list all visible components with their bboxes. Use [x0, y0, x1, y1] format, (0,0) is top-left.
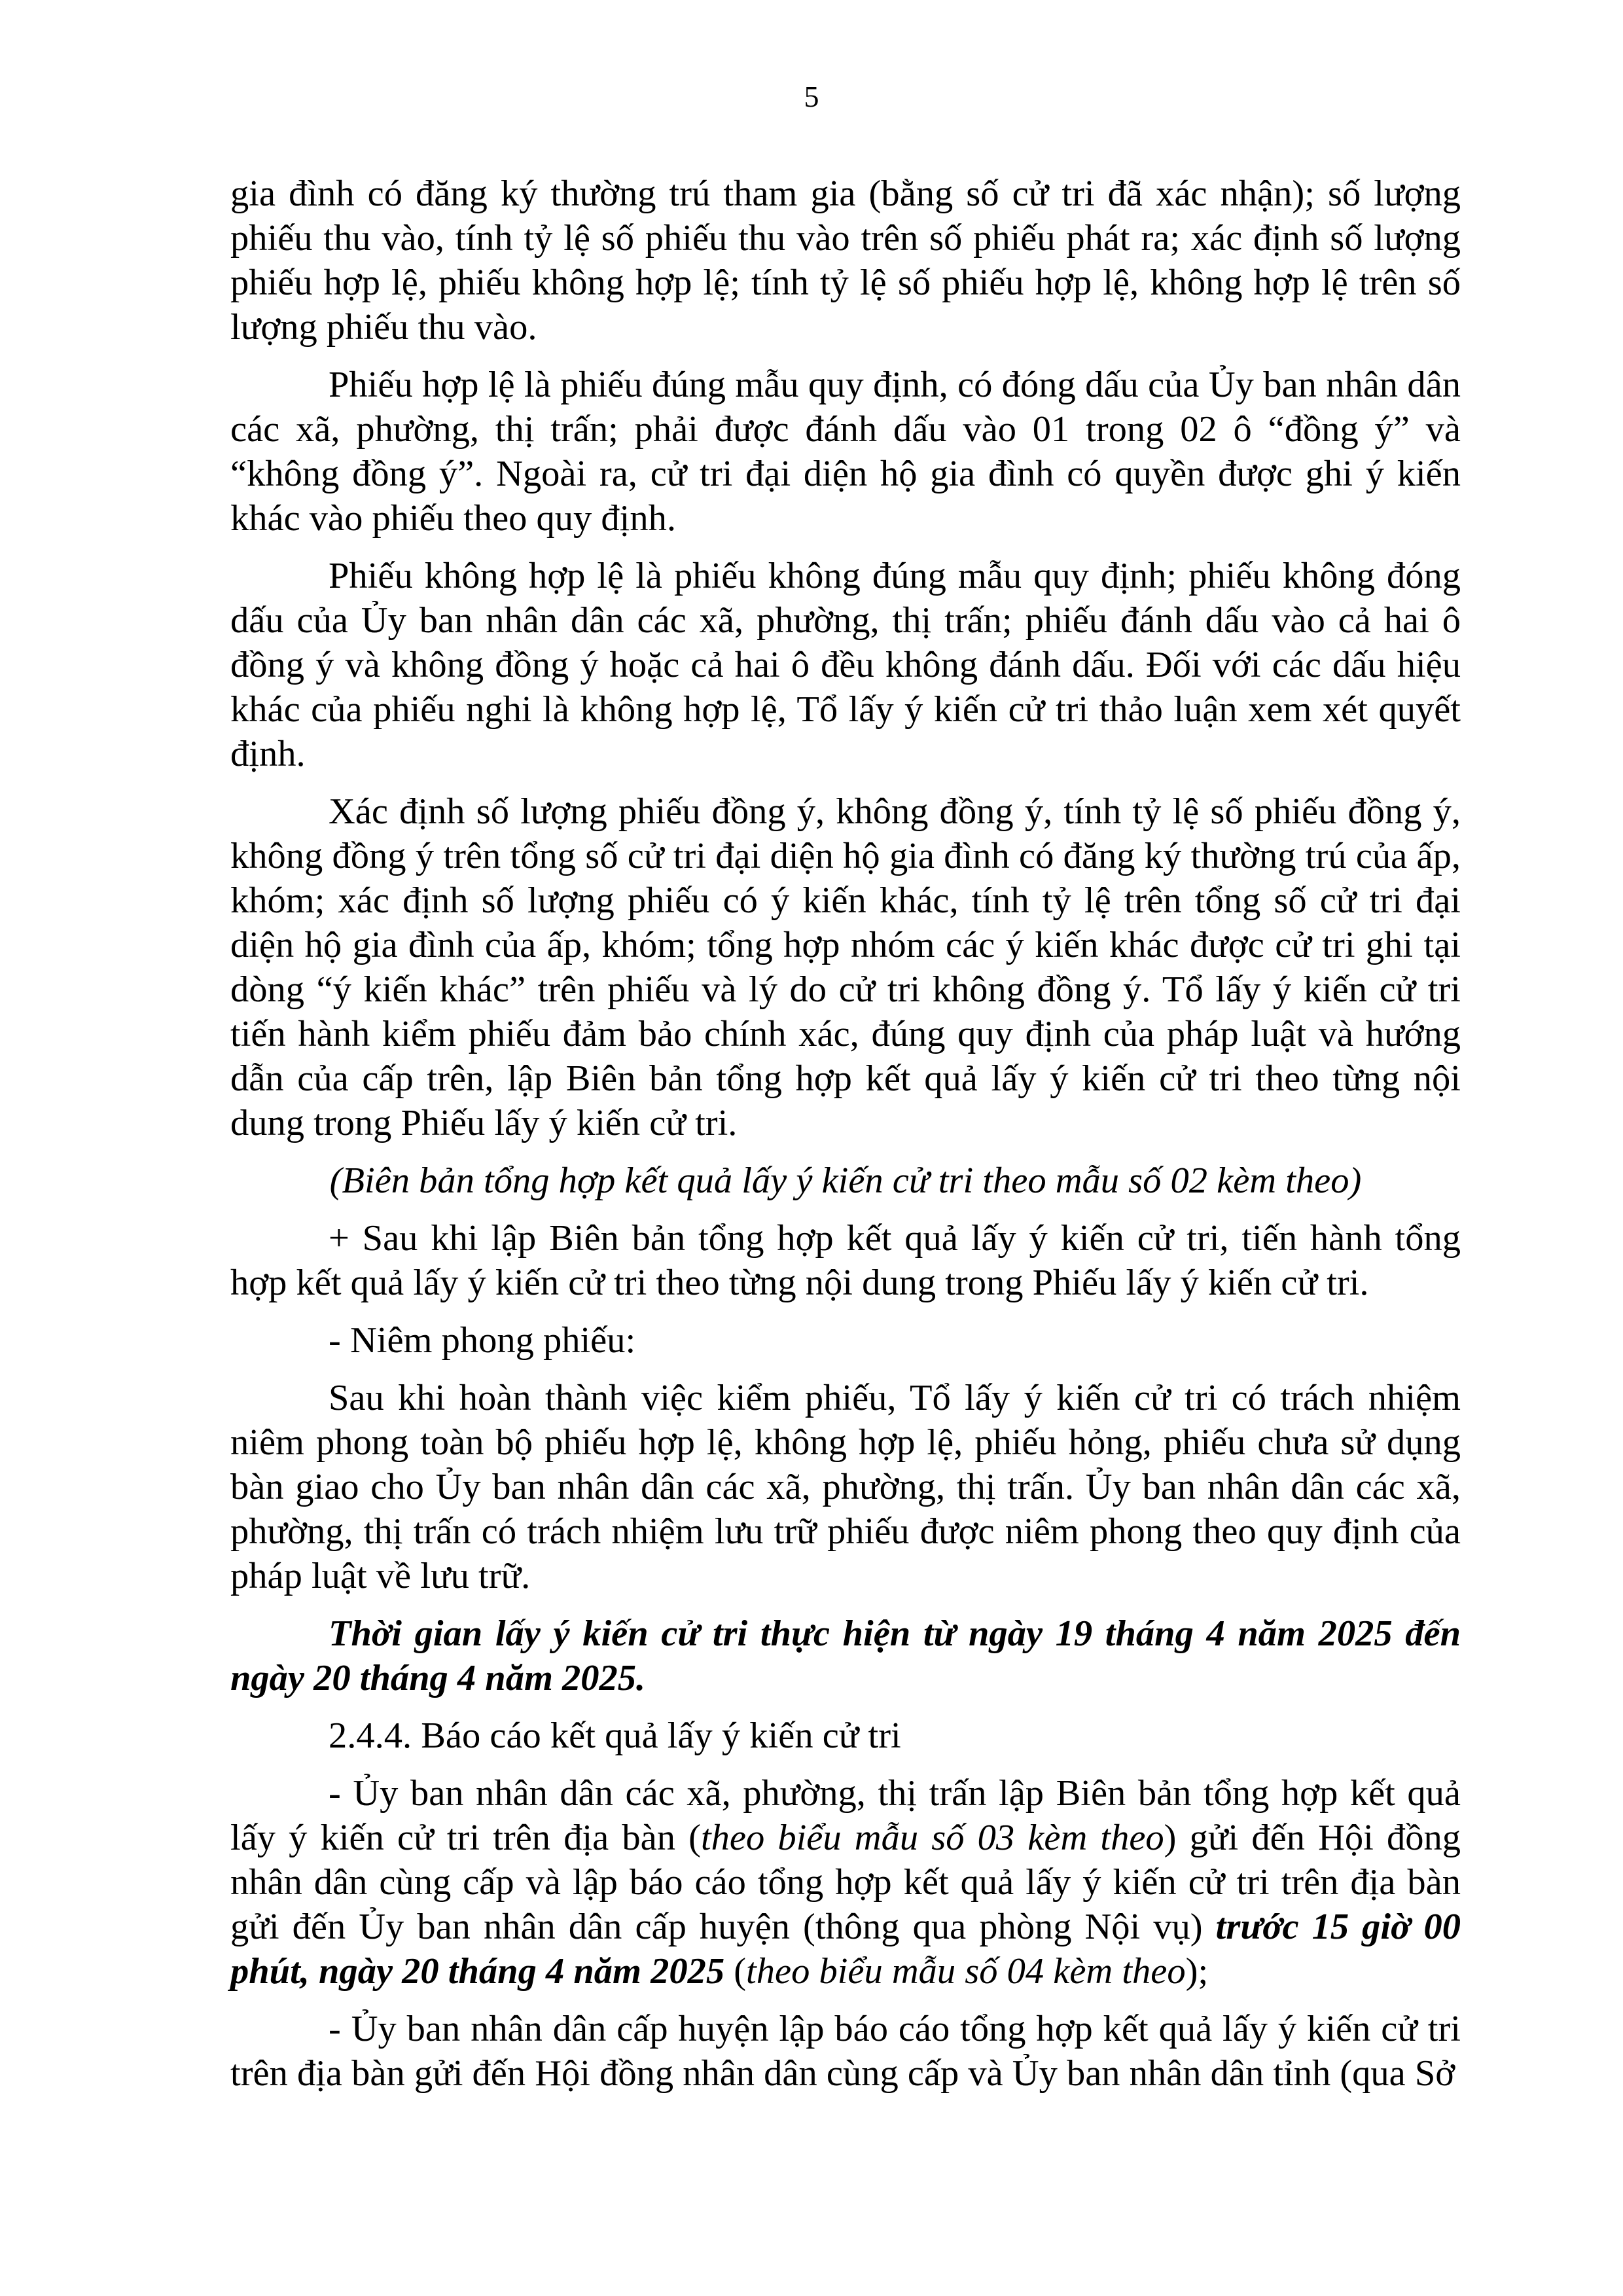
paragraph-time-period: Thời gian lấy ý kiến cử tri thực hiện từ ngày 19 tháng 4 năm 2025 đến ngày 20 tháng 4 năm 2025. — [230, 1613, 1461, 1698]
paragraph-district-report: - Ủy ban nhân dân cấp huyện lập báo cáo tổng hợp kết quả lấy ý kiến cử tri trên địa bàn gửi đến Hội đồng nhân dân cùng cấp và Ủy ban nhân dân tỉnh (qua Sở — [230, 2009, 1461, 2094]
paragraph-seal-heading: - Niêm phong phiếu: — [329, 1320, 636, 1361]
page-number: 5 — [804, 80, 819, 113]
text-segment: ( — [724, 1951, 747, 1992]
paragraph-valid-ballot: Phiếu hợp lệ là phiếu đúng mẫu quy định, có đóng dấu của Ủy ban nhân dân các xã, phường, thị trấn; phải được đánh dấu vào 01 trong 02 ô “đồng ý” và “không đồng ý”. Ngoài ra, cử tri đại diện hộ gia đình có quyền được ghi ý kiến khác vào phiếu theo quy định. — [230, 365, 1461, 539]
section-heading-2-4-4: 2.4.4. Báo cáo kết quả lấy ý kiến cử tri — [329, 1715, 901, 1756]
paragraph-commune-report — [230, 1771, 1461, 1994]
paragraph-invalid-ballot: Phiếu không hợp lệ là phiếu không đúng mẫu quy định; phiếu không đóng dấu của Ủy ban nhân dân các xã, phường, thị trấn; phiếu đánh dấu vào cả hai ô đồng ý và không đồng ý hoặc cả hai ô đều không đánh dấu. Đối với các dấu hiệu khác của phiếu nghi là không hợp lệ, Tổ lấy ý kiến cử tri thảo luận xem xét quyết định. — [230, 556, 1461, 774]
text-segment: ) gửi đến Hội đồng nhân dân cùng cấp và lập báo cáo tổng hợp kết quả lấy ý kiến cử tri trên địa bàn gửi đến Ủy ban nhân dân cấp huyện (thông qua phòng Nội vụ) — [230, 1818, 1461, 1947]
paragraph-seal-ballots: Sau khi hoàn thành việc kiểm phiếu, Tổ lấy ý kiến cử tri có trách nhiệm niêm phong toàn bộ phiếu hợp lệ, không hợp lệ, phiếu hỏng, phiếu chưa sử dụng bàn giao cho Ủy ban nhân dân các xã, phường, thị trấn. Ủy ban nhân dân các xã, phường, thị trấn có trách nhiệm lưu trữ phiếu được niêm phong theo quy định của pháp luật về lưu trữ. — [230, 1378, 1461, 1596]
form-03-reference: theo biểu mẫu số 03 kèm theo — [700, 1818, 1164, 1858]
document-body — [230, 171, 1461, 2109]
text-segment: - Ủy ban nhân dân các xã, phường, thị trấn lập Biên bản tổng hợp kết quả lấy ý kiến cử tri trên địa bàn ( — [230, 1773, 1461, 1858]
text-segment: ); — [1185, 1951, 1209, 1992]
paragraph-after-minutes: + Sau khi lập Biên bản tổng hợp kết quả lấy ý kiến cử tri, tiến hành tổng hợp kết quả lấy ý kiến cử tri theo từng nội dung trong Phiếu lấy ý kiến cử tri. — [230, 1218, 1461, 1303]
paragraph-vote-count-continued: gia đình có đăng ký thường trú tham gia (bằng số cử tri đã xác nhận); số lượng phiếu thu vào, tính tỷ lệ số phiếu thu vào trên số phiếu phát ra; xác định số lượng phiếu hợp lệ, phiếu không hợp lệ; tính tỷ lệ số phiếu hợp lệ, không hợp lệ trên số lượng phiếu thu vào. — [230, 173, 1461, 348]
form-04-reference: theo biểu mẫu số 04 kèm theo — [746, 1951, 1186, 1992]
deadline-text: trước 15 giờ 00 phút, ngày 20 tháng 4 năm 2025 — [230, 1907, 1461, 1992]
paragraph-agreement-tally: Xác định số lượng phiếu đồng ý, không đồng ý, tính tỷ lệ số phiếu đồng ý, không đồng ý trên tổng số cử tri đại diện hộ gia đình có đăng ký thường trú của ấp, khóm; xác định số lượng phiếu có ý kiến khác, tính tỷ lệ trên tổng số cử tri đại diện hộ gia đình của ấp, khóm; tổng hợp nhóm các ý kiến khác được cử tri ghi tại dòng “ý kiến khác” trên phiếu và lý do cử tri không đồng ý. Tổ lấy ý kiến cử tri tiến hành kiểm phiếu đảm bảo chính xác, đúng quy định của pháp luật và hướng dẫn của cấp trên, lập Biên bản tổng hợp kết quả lấy ý kiến cử tri theo từng nội dung trong Phiếu lấy ý kiến cử tri. — [230, 791, 1461, 1143]
paragraph-form-02-note: (Biên bản tổng hợp kết quả lấy ý kiến cử tri theo mẫu số 02 kèm theo) — [329, 1160, 1362, 1201]
